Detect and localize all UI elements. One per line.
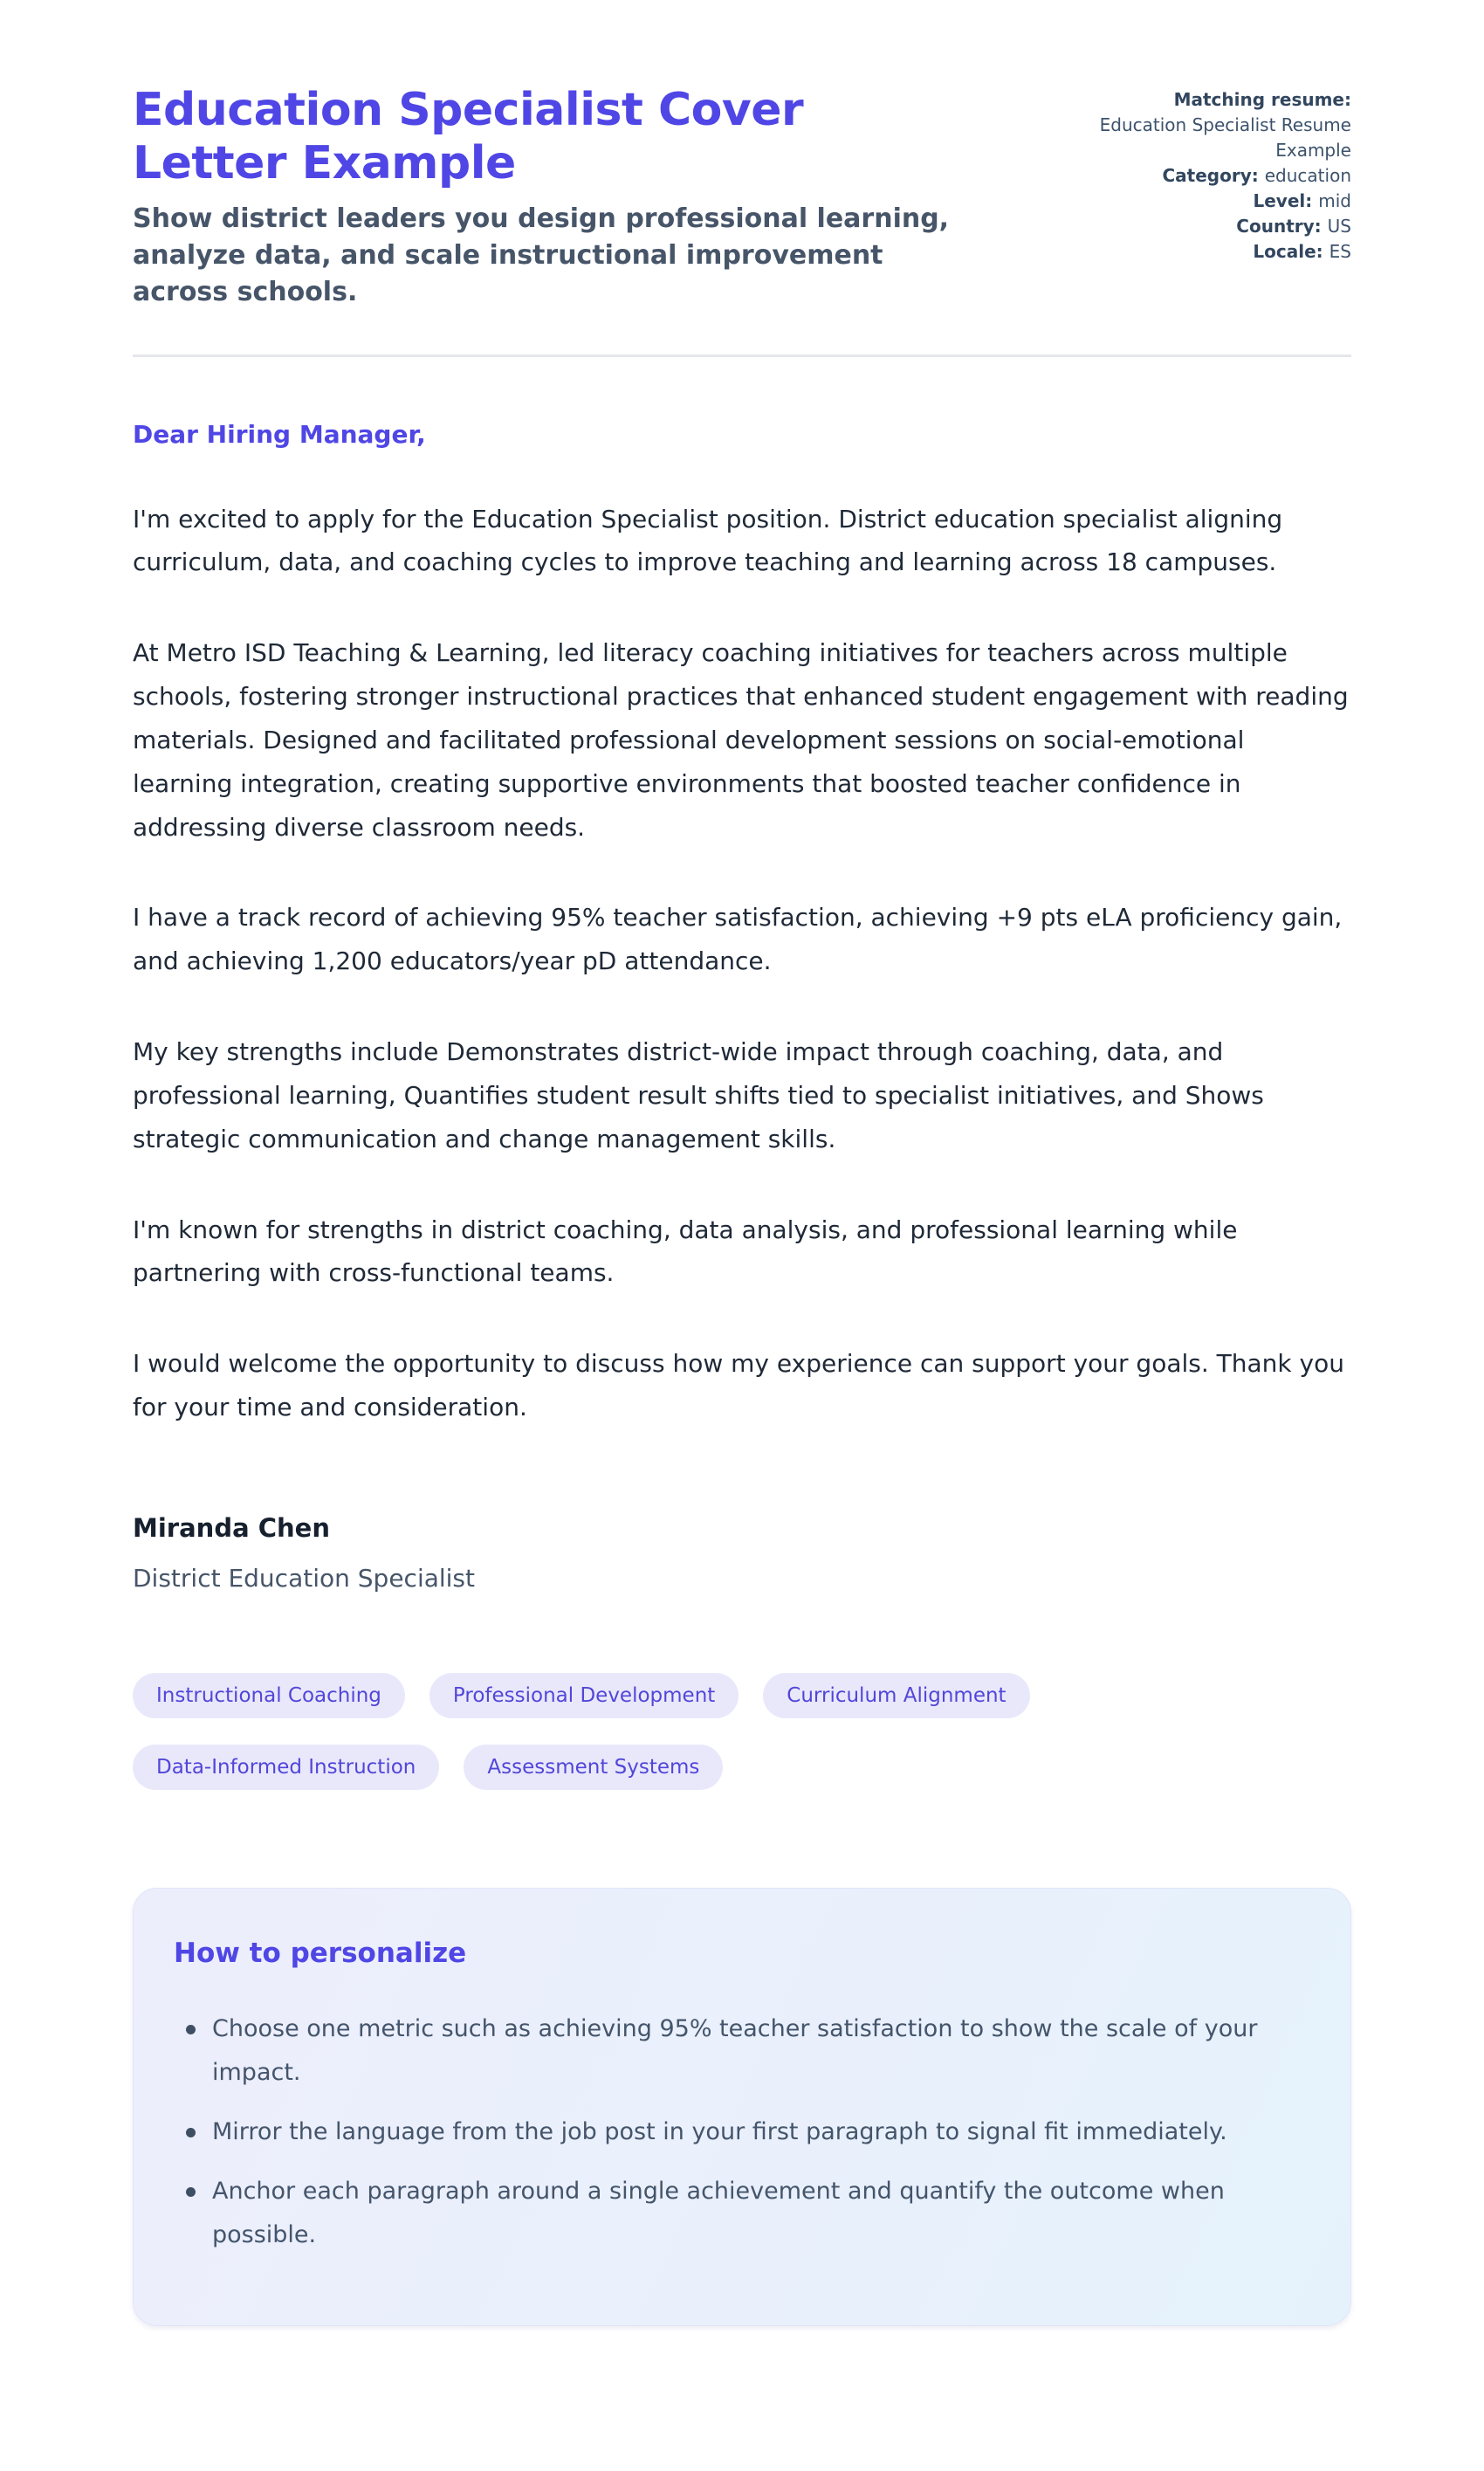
skill-tag: Instructional Coaching [133,1673,405,1718]
personalize-heading: How to personalize [174,1937,467,1969]
meta-level-value: mid [1318,190,1351,211]
header-left [133,84,971,311]
meta-country-value: US [1327,216,1351,237]
letter-paragraph: I'm known for strengths in district coaching, data analysis, and professional learning while partnering with cross-functional teams. [133,1215,1238,1288]
personalize-tip-list [174,2007,1310,2257]
meta-matching-resume [1046,87,1351,163]
signature-title: District Education Specialist [133,1563,475,1593]
letter-paragraph: I'm excited to apply for the Education Specialist position. District education specialist aligning curriculum, data, and coaching cycles to improve teaching and learning across 18 campuses. [133,504,1283,577]
meta-level [1046,189,1351,214]
meta-country [1046,214,1351,239]
personalize-tip: Choose one metric such as achieving 95% teacher satisfaction to show the scale of your impact. [174,2007,1291,2095]
meta-category [1046,163,1351,189]
meta-category-label: Category: [1162,165,1259,186]
header [133,84,1351,311]
skill-tag-list [133,1673,1351,1790]
meta-country-label: Country: [1236,216,1322,237]
personalize-tip: Mirror the language from the job post in your first paragraph to signal fit immediately. [174,2110,1291,2154]
skill-tag: Assessment Systems [464,1745,723,1790]
personalize-callout [133,1888,1351,2326]
meta-matching-resume-value: Education Specialist Resume Example [1099,114,1351,161]
page-subtitle: Show district leaders you design professional learning, analyze data, and scale instructional improvement across schools. [133,203,950,307]
letter-paragraph: I have a track record of achieving 95% teacher satisfaction, achieving +9 pts eLA proficiency gain, and achieving 1,200 educators/year pD attendance. [133,903,1343,976]
meta-level-label: Level: [1253,190,1313,211]
meta-locale-value: ES [1329,241,1351,262]
salutation: Dear Hiring Manager, [133,419,426,449]
meta-locale-label: Locale: [1253,241,1323,262]
skill-tag: Professional Development [429,1673,739,1718]
letter-paragraph: I would welcome the opportunity to discuss how my experience can support your goals. Thank you for your time and consideration. [133,1349,1344,1422]
meta-matching-resume-label: Matching resume: [1173,89,1351,110]
letter-paragraph: At Metro ISD Teaching & Learning, led literacy coaching initiatives for teachers across multiple schools, fostering stronger instructional practices that enhanced student engagement with reading materials. Designed and facilitated professional development sessions on social-emotional learning integration, creating supportive environments that boosted teacher confidence in addressing diverse classroom needs. [133,638,1349,842]
meta-locale [1046,239,1351,265]
cover-letter-body [133,420,1351,1593]
skill-tag: Curriculum Alignment [763,1673,1029,1718]
page-title: Education Specialist Cover Letter Example [133,84,804,189]
header-divider [133,354,1351,357]
meta-category-value: education [1264,165,1351,186]
signature-name: Miranda Chen [133,1512,330,1543]
skill-tag: Data-Informed Instruction [133,1745,439,1790]
meta-panel [1046,84,1351,265]
letter-paragraph: My key strengths include Demonstrates district-wide impact through coaching, data, and professional learning, Quantifies student result shifts tied to specialist initiatives, and Shows strategic communication and change management skills. [133,1037,1264,1153]
personalize-tip: Anchor each paragraph around a single achievement and quantify the outcome when possible. [174,2170,1291,2257]
